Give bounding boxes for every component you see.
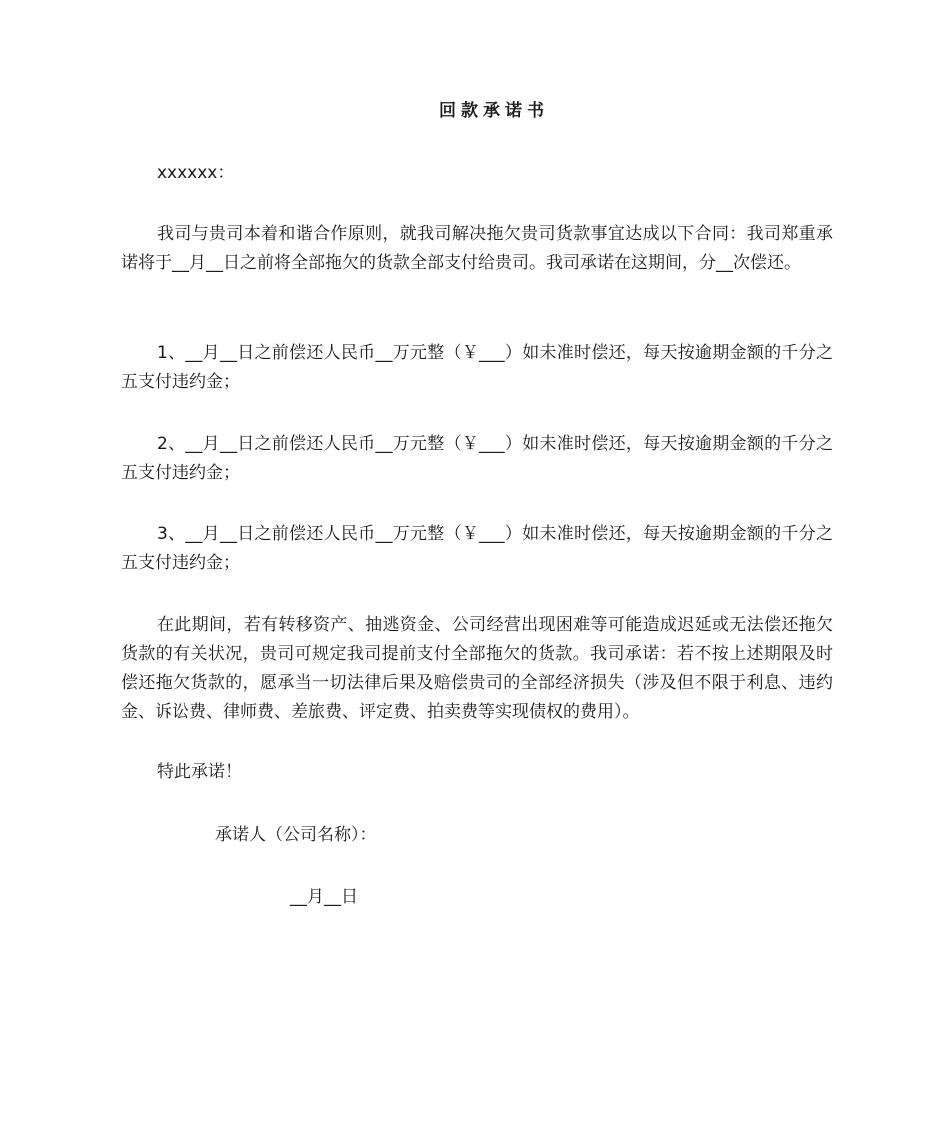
signer-label: 承诺人（公司名称）： <box>215 825 377 845</box>
date-line: __月__日 <box>290 887 358 907</box>
intro-paragraph: 我司与贵司本着和谐合作原则，就我司解决拖欠贵司货款事宜达成以下合同：我司郑重承诺将于__月__日之前将全部拖欠的货款全部支付给贵司。我司承诺在这期间，分__次偿还。 <box>121 224 833 273</box>
repayment-item-2: 2、__月__日之前偿还人民币__万元整（￥___）如未准时偿还，每天按逾期金额的千分之五支付违约金； <box>121 434 833 483</box>
hereby-statement: 特此承诺！ <box>157 762 242 782</box>
salutation: xxxxxx： <box>157 163 235 183</box>
closing-paragraph: 在此期间，若有转移资产、抽逃资金、公司经营出现困难等可能造成迟延或无法偿还拖欠货款的有关状况，贵司可规定我司提前支付全部拖欠的货款。我司承诺：若不按上述期限及时偿还拖欠货款的，愿承当一切法律后果及赔偿贵司的全部经济损失（涉及但不限于利息、违约金、诉讼费、律师费、差旅费、评定费、拍卖费等实现债权的费用）。 <box>121 615 833 722</box>
repayment-item-1: 1、__月__日之前偿还人民币__万元整（￥___）如未准时偿还，每天按逾期金额的千分之五支付违约金； <box>121 343 833 392</box>
document-title: 回款承诺书 <box>439 101 549 121</box>
repayment-item-3: 3、__月__日之前偿还人民币__万元整（￥___）如未准时偿还，每天按逾期金额的千分之五支付违约金； <box>121 524 833 573</box>
